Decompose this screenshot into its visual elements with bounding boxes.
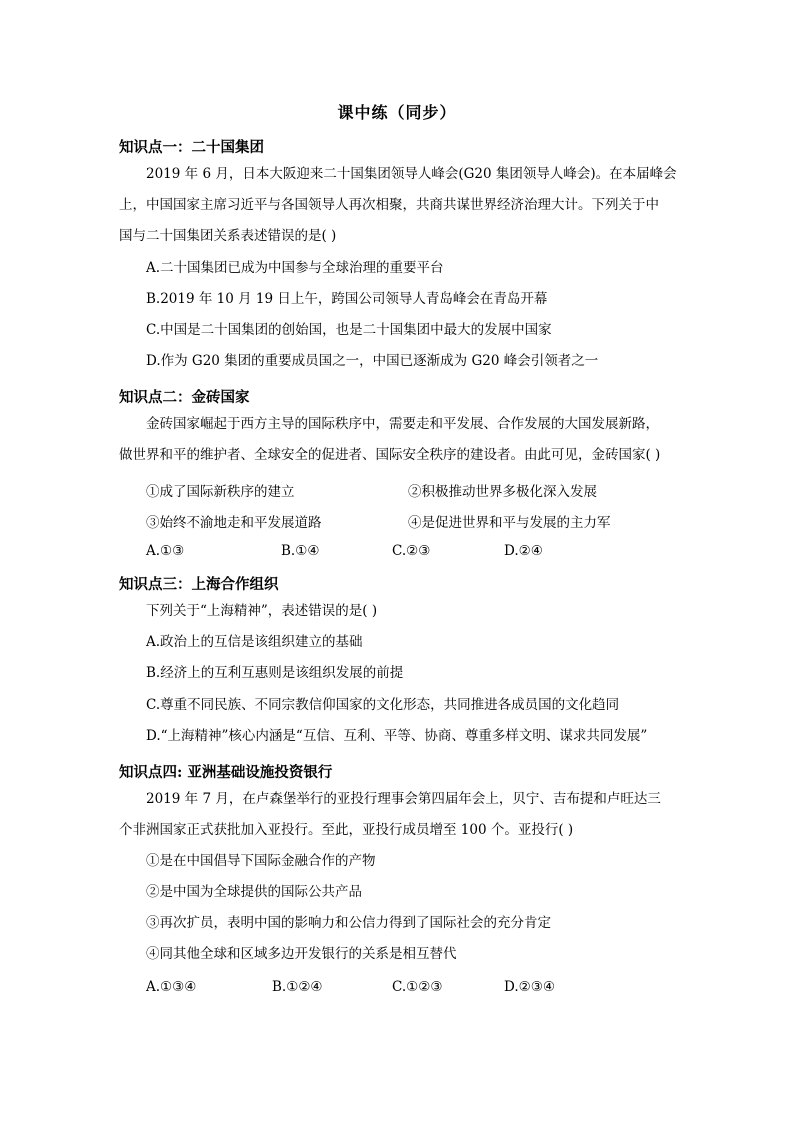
section-2-choice-a: A.①③ xyxy=(146,543,185,559)
section-2-statement-2: ②积极推动世界多极化深入发展 xyxy=(408,484,597,500)
section-3-option-c: C.尊重不同民族、不同宗教信仰国家的文化形态，共同推进各成员国的文化趋同 xyxy=(146,697,620,713)
section-2-statement-1: ①成了国际新秩序的建立 xyxy=(146,484,295,500)
section-heading-3: 知识点三：上海合作组织 xyxy=(119,576,279,593)
section-1-option-d: D.作为 G20 集团的重要成员国之一，中国已逐渐成为 G20 峰会引领者之一 xyxy=(146,353,599,369)
section-1-stem-line-2: 上，中国国家主席习近平与各国领导人再次相聚，共商共谋世界经济治理大计。下列关于中 xyxy=(119,197,659,213)
section-2-stem-line-2: 做世界和平的维护者、全球安全的促进者、国际安全秩序的建设者。由此可见，金砖国家( ) xyxy=(119,447,661,463)
section-2-stem-line-1: 金砖国家崛起于西方主导的国际秩序中，需要走和平发展、合作发展的大国发展新路， xyxy=(146,416,659,432)
section-2-choice-c: C.②③ xyxy=(392,543,431,559)
section-4-statement-1: ①是在中国倡导下国际金融合作的产物 xyxy=(146,853,376,869)
section-1-stem-line-1: 2019 年 6 月，日本大阪迎来二十国集团领导人峰会(G20 集团领导人峰会)。在本届峰会 xyxy=(146,166,677,182)
section-4-stem-line-1: 2019 年 7 月，在卢森堡举行的亚投行理事会第四届年会上，贝宁、吉布提和卢旺达三 xyxy=(146,791,661,807)
section-1-option-b: B.2019 年 10 月 19 日上午，跨国公司领导人青岛峰会在青岛开幕 xyxy=(146,291,548,307)
section-3-option-b: B.经济上的互利互惠则是该组织发展的前提 xyxy=(146,665,404,681)
page-title: 课中练（同步） xyxy=(337,103,457,122)
section-4-statement-3: ③再次扩员，表明中国的影响力和公信力得到了国际社会的充分肯定 xyxy=(146,915,551,931)
section-2-choice-b: B.①④ xyxy=(281,543,320,559)
section-1-stem-line-3: 国与二十国集团关系表述错误的是( ) xyxy=(119,228,337,244)
section-3-option-a: A.政治上的互信是该组织建立的基础 xyxy=(146,634,363,650)
section-4-stem-line-2: 个非洲国家正式获批加入亚投行。至此，亚投行成员增至 100 个。亚投行( ) xyxy=(119,822,574,838)
section-heading-2: 知识点二：金砖国家 xyxy=(119,389,250,406)
section-2-statement-3: ③始终不渝地走和平发展道路 xyxy=(146,515,322,531)
section-1-option-c: C.中国是二十国集团的创始国，也是二十国集团中最大的发展中国家 xyxy=(146,322,552,338)
section-2-statement-4: ④是促进世界和平与发展的主力军 xyxy=(408,515,611,531)
section-4-statement-2: ②是中国为全球提供的国际公共产品 xyxy=(146,884,362,900)
section-3-stem-line-1: 下列关于“上海精神”，表述错误的是( ) xyxy=(146,603,378,619)
section-4-choice-d: D.②③④ xyxy=(504,979,555,995)
section-4-statement-4: ④同其他全球和区域多边开发银行的关系是相互替代 xyxy=(146,946,457,962)
section-heading-4: 知识点四: 亚洲基础设施投资银行 xyxy=(119,764,333,781)
section-1-option-a: A.二十国集团已成为中国参与全球治理的重要平台 xyxy=(146,260,444,276)
section-3-option-d: D.“上海精神”核心内涵是“互信、互利、平等、协商、尊重多样文明、谋求共同发展” xyxy=(146,728,648,744)
section-4-choice-a: A.①③④ xyxy=(146,979,197,995)
section-2-choice-d: D.②④ xyxy=(504,543,543,559)
section-heading-1: 知识点一：二十国集团 xyxy=(119,139,264,156)
section-4-choice-c: C.①②③ xyxy=(392,979,443,995)
section-4-choice-b: B.①②④ xyxy=(272,979,323,995)
